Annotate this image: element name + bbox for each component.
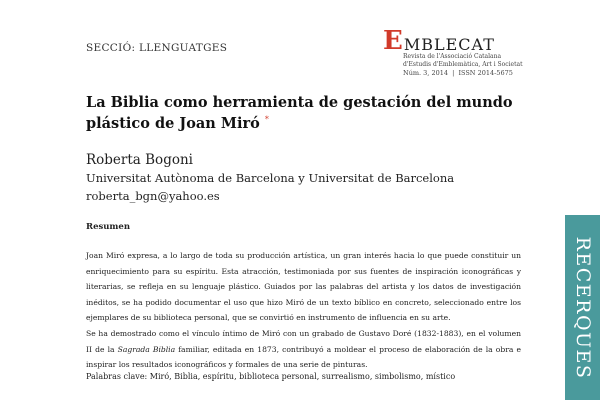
author-affiliation: Universitat Autònoma de Barcelona y Universitat de Barcelona (86, 171, 455, 185)
logo-wordmark (383, 26, 523, 56)
abstract-heading: Resumen (86, 222, 131, 232)
abstract-paragraph-1: Joan Miró expresa, a lo largo de toda su producción artística, un gran interés hacia lo que puede constituir un enriquecimiento para su espíritu. Esta atracción, testimoniada por sus fuentes de inspiración iconográficas y literarias, se refleja en su lenguaje plástico. Guiados por las palabras del artista y los datos de investigación inéditos, se ha podido documentar el uso que hizo Miró de un texto bíblico en concreto, seleccionado entre los ejemplares de su biblioteca personal, que se convirtió en instrumento de influencia en su arte. (86, 251, 521, 323)
article-title (86, 94, 526, 132)
section-label: SECCIÓ: LLENGUATGES (86, 42, 228, 54)
logo-subtitle-2: d'Estudis d'Emblemàtica, Art i Societat (403, 60, 523, 68)
author-name: Roberta Bogoni (86, 152, 193, 168)
abstract-paragraph-2-start: Se ha demostrado como el vínculo íntimo de Miró con un grabado de Gustavo Doré (1832-1883), en el volumen II de la (86, 328, 521, 354)
issn: ISSN 2014-5675 (458, 69, 513, 78)
issue-info: Núm. 3, 2014 | ISSN 2014-5675 (403, 69, 513, 78)
recerques-sidebar (565, 215, 600, 400)
issue-number: Núm. 3, 2014 (403, 69, 448, 78)
sidebar-label: RECERQUES (571, 236, 594, 379)
logo-subtitle-1: Revista de l'Associació Catalana (403, 53, 502, 61)
title-footnote-mark: * (264, 115, 269, 124)
abstract-paragraph-2 (86, 326, 521, 373)
keywords: Palabras clave: Miró, Biblia, espíritu, biblioteca personal, surrealismo, simbolismo, místico (86, 372, 456, 381)
logo-initial: E (383, 26, 403, 56)
logo-name: MBLECAT (403, 35, 495, 55)
abstract-paragraph-2-italic: Sagrada Biblia (117, 344, 176, 354)
abstract-body (86, 248, 521, 373)
author-email[interactable]: roberta_bgn@yahoo.es (86, 189, 220, 203)
article-title-text: La Biblia como herramienta de gestación del mundo plástico de Joan Miró (86, 94, 513, 132)
abstract-paragraph-2-end: familiar, editada en 1873, contribuyó a moldear el proceso de elaboración de la obra e inspirar los resultados iconográficos y formales de una serie de pinturas. (86, 344, 521, 370)
emblecat-logo (383, 26, 523, 78)
